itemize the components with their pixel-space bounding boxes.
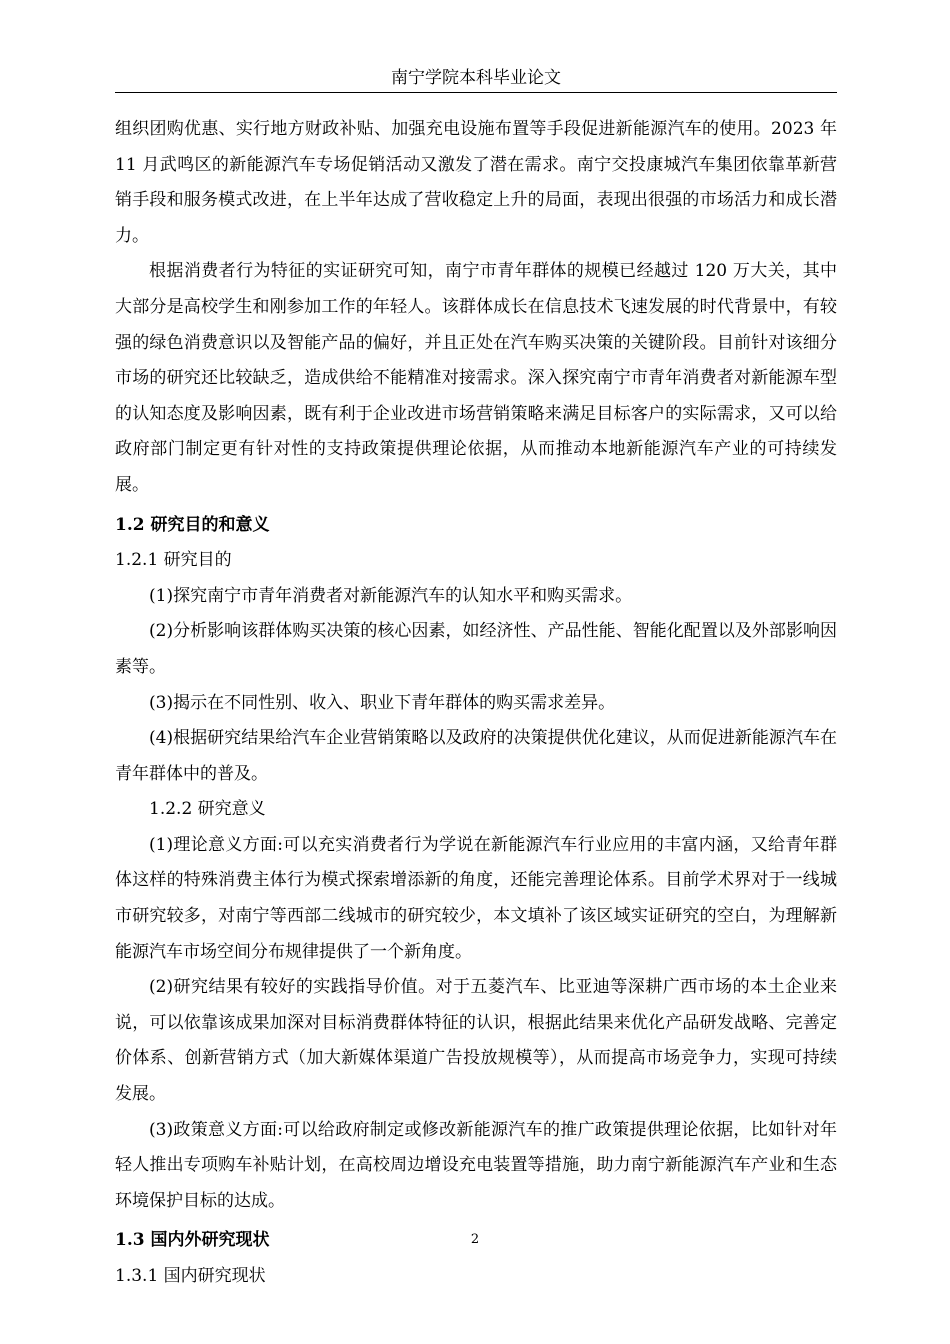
header-divider xyxy=(115,92,837,93)
page-content xyxy=(115,112,837,1295)
body-paragraph: 根据消费者行为特征的实证研究可知，南宁市青年群体的规模已经越过 120 万大关，其中大部分是高校学生和刚参加工作的年轻人。该群体成长在信息技术飞速发展的时代背景中，有较强的绿色消费意识以及智能产品的偏好，并且正处在汽车购买决策的关键阶段。目前针对该细分市场的研究还比较缺乏，造成供给不能精准对接需求。深入探究南宁市青年消费者对新能源车型的认知态度及影响因素，既有利于企业改进市场营销策略来满足目标客户的实际需求，又可以给政府部门制定更有针对性的支持政策提供理论依据，从而推动本地新能源汽车产业的可持续发展。 xyxy=(115,261,837,495)
list-item: (4)根据研究结果给汽车企业营销策略以及政府的决策提供优化建议，从而促进新能源汽车在青年群体中的普及。 xyxy=(115,728,837,784)
list-item: (1)理论意义方面:可以充实消费者行为学说在新能源汽车行业应用的丰富内涵，又给青年群体这样的特殊消费主体行为模式探索增添新的角度，还能完善理论体系。目前学术界对于一线城市研究较多，对南宁等西部二线城市的研究较少，本文填补了该区域实证研究的空白，为理解新能源汽车市场空间分布规律提供了一个新角度。 xyxy=(115,834,837,962)
list-item: (3)揭示在不同性别、收入、职业下青年群体的购买需求差异。 xyxy=(149,692,616,713)
list-item: (1)探究南宁市青年消费者对新能源汽车的认知水平和购买需求。 xyxy=(149,585,633,606)
subsection-heading-1-3-1: 1.3.1 国内研究现状 xyxy=(115,1266,266,1286)
section-heading-1-3: 1.3 国内外研究现状 xyxy=(115,1230,270,1251)
list-item: (3)政策意义方面:可以给政府制定或修改新能源汽车的推广政策提供理论依据，比如针对年轻人推出专项购车补贴计划，在高校周边增设充电装置等措施，助力南宁新能源汽车产业和生态环境保护目标的达成。 xyxy=(115,1119,837,1211)
list-item: (2)分析影响该群体购买决策的核心因素，如经济性、产品性能、智能化配置以及外部影响因素等。 xyxy=(115,621,837,677)
list-item: (2)研究结果有较好的实践指导价值。对于五菱汽车、比亚迪等深耕广西市场的本土企业来说，可以依靠该成果加深对目标消费群体特征的认识，根据此结果来优化产品研发战略、完善定价体系、创新营销方式（加大新媒体渠道广告投放规模等），从而提高市场竞争力，实现可持续发展。 xyxy=(115,977,837,1105)
subsection-heading-1-2-1: 1.2.1 研究目的 xyxy=(115,550,232,571)
section-heading-1-2: 1.2 研究目的和意义 xyxy=(115,514,270,535)
subsection-heading-1-2-2: 1.2.2 研究意义 xyxy=(149,799,266,820)
body-paragraph-continuation: 组织团购优惠、实行地方财政补贴、加强充电设施布置等手段促进新能源汽车的使用。2023 年 11 月武鸣区的新能源汽车专场促销活动又激发了潜在需求。南宁交投康城汽车集团依靠革新营销手段和服务模式改进，在上半年达成了营收稳定上升的局面，表现出很强的市场活力和成长潜力。 xyxy=(115,119,837,246)
page-number: 2 xyxy=(470,1232,480,1247)
running-header: 南宁学院本科毕业论文 xyxy=(391,68,561,88)
